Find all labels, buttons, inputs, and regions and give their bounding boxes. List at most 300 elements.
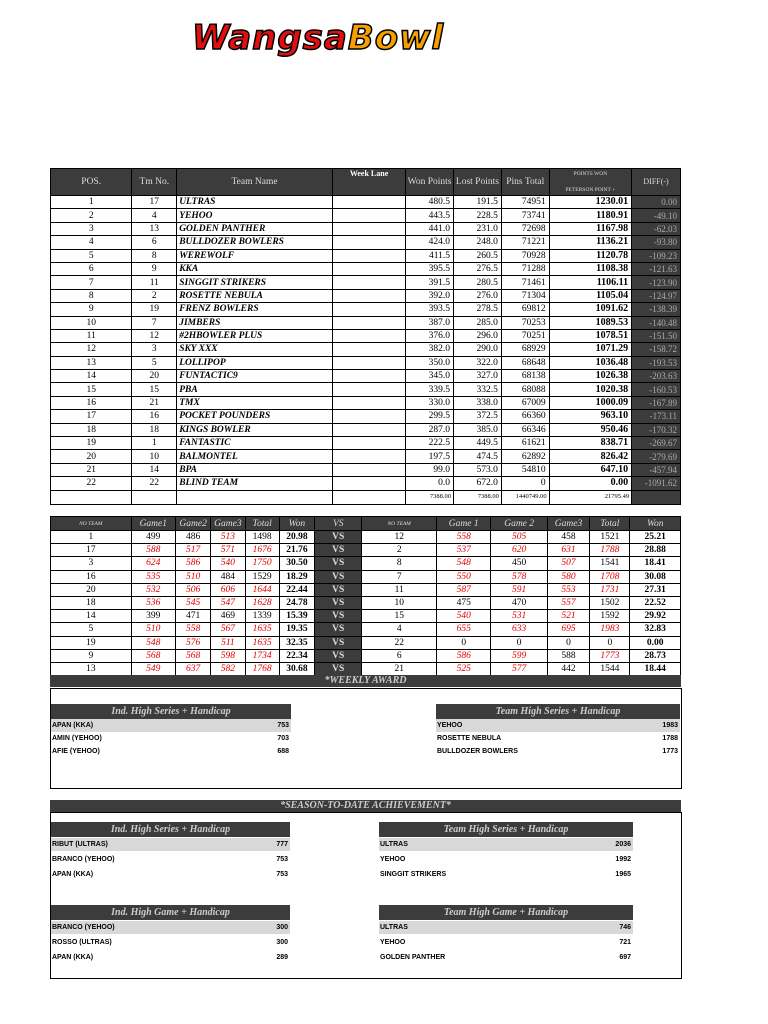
position-cell: 16 (51, 396, 132, 409)
match-row (51, 531, 681, 544)
left-won-cell: 21.76 (279, 544, 314, 557)
won-points-cell: 441.0 (406, 222, 454, 235)
pins-total-cell: 74951 (501, 196, 549, 209)
week-lane-cell (332, 463, 405, 476)
week-lane-cell (332, 276, 405, 289)
position-cell: 7 (51, 276, 132, 289)
right-game3-cell: 442 (547, 662, 589, 675)
left-team-no-cell: 3 (51, 557, 132, 570)
award-value: 777 (276, 841, 288, 848)
award-value: 703 (277, 735, 289, 742)
award-row (51, 745, 291, 758)
position-cell: 13 (51, 356, 132, 369)
team-name-cell: FRENZ BOWLERS (177, 303, 333, 316)
team-number-cell: 1 (132, 437, 177, 450)
points-won-cell: 1020.38 (549, 383, 631, 396)
standings-table (50, 168, 681, 505)
standings-row (51, 423, 681, 436)
vs-cell: VS (315, 610, 362, 623)
week-lane-cell (332, 423, 405, 436)
award-value: 753 (276, 856, 288, 863)
week-lane-cell (332, 329, 405, 342)
standings-row (51, 343, 681, 356)
award-name: APAN (KKA) (52, 954, 94, 961)
right-total-cell: 1773 (590, 649, 630, 662)
award-name: BRANCO (YEHOO) (52, 924, 115, 931)
award-value: 300 (276, 939, 288, 946)
match-row (51, 636, 681, 649)
won-points-cell: 287.0 (406, 423, 454, 436)
position-cell: 4 (51, 236, 132, 249)
points-won-cell: 647.10 (549, 463, 631, 476)
pins-total-sum-cell: 1440749.00 (501, 490, 549, 504)
left-game3-cell: 582 (211, 662, 245, 675)
award-name: YEHOO (380, 939, 406, 946)
points-won-cell: 838.71 (549, 437, 631, 450)
vs-cell: VS (315, 623, 362, 636)
standings-row (51, 463, 681, 476)
left-won-cell: 15.39 (279, 610, 314, 623)
award-row (51, 951, 290, 964)
standings-row (51, 383, 681, 396)
award-name: BRANCO (YEHOO) (52, 856, 115, 863)
award-value: 1788 (662, 735, 678, 742)
lost-points-cell: 385.0 (454, 423, 502, 436)
left-game2-cell: 506 (175, 583, 210, 596)
right-game2-cell: 578 (491, 570, 547, 583)
team-number-cell: 20 (132, 370, 177, 383)
left-game3-cell: 469 (211, 610, 245, 623)
match-header-cell: Game 2 (491, 517, 547, 531)
award-row (51, 921, 290, 934)
week-lane-cell (332, 316, 405, 329)
pins-total-cell: 71461 (501, 276, 549, 289)
right-team-no-cell: 12 (362, 531, 437, 544)
totals-empty-cell (132, 490, 177, 504)
left-game2-cell: 558 (175, 623, 210, 636)
left-game2-cell: 471 (175, 610, 210, 623)
lost-points-cell: 322.0 (454, 356, 502, 369)
week-lane-cell (332, 410, 405, 423)
right-game2-cell: 591 (491, 583, 547, 596)
left-game2-cell: 586 (175, 557, 210, 570)
right-game1-cell: 525 (436, 662, 490, 675)
won-points-cell: 411.5 (406, 249, 454, 262)
diff-cell: -121.63 (632, 262, 681, 275)
diff-cell: -49.10 (632, 209, 681, 222)
standings-row (51, 249, 681, 262)
left-won-cell: 30.68 (279, 662, 314, 675)
diff-total-cell (632, 490, 681, 504)
team-number-cell: 10 (132, 450, 177, 463)
points-won-cell: 826.42 (549, 450, 631, 463)
season-ind-game-header: Ind. High Game + Handicap (51, 905, 290, 920)
diff-cell: -279.69 (632, 450, 681, 463)
award-value: 300 (276, 924, 288, 931)
standings-row (51, 329, 681, 342)
team-name-cell: LOLLIPOP (177, 356, 333, 369)
header-tm-no: Tm No. (132, 169, 177, 196)
right-game1-cell: 550 (436, 570, 490, 583)
lost-points-cell: 327.0 (454, 370, 502, 383)
award-value: 1965 (615, 871, 631, 878)
left-total-cell: 1529 (245, 570, 279, 583)
position-cell: 6 (51, 262, 132, 275)
right-game2-cell: 531 (491, 610, 547, 623)
points-won-cell: 1136.21 (549, 236, 631, 249)
award-value: 721 (619, 939, 631, 946)
vs-cell: VS (315, 570, 362, 583)
standings-row (51, 410, 681, 423)
award-row (379, 838, 633, 851)
position-cell: 18 (51, 423, 132, 436)
header-won-points: Won Points (406, 169, 454, 196)
pins-total-cell: 61621 (501, 437, 549, 450)
position-cell: 5 (51, 249, 132, 262)
pins-total-cell: 72698 (501, 222, 549, 235)
team-name-cell: KINGS BOWLER (177, 423, 333, 436)
week-lane-cell (332, 303, 405, 316)
left-game2-cell: 510 (175, 570, 210, 583)
right-game1-cell: 655 (436, 623, 490, 636)
won-points-cell: 424.0 (406, 236, 454, 249)
right-game3-cell: 521 (547, 610, 589, 623)
right-team-no-cell: 6 (362, 649, 437, 662)
week-lane-cell (332, 236, 405, 249)
team-number-cell: 16 (132, 410, 177, 423)
vs-cell: VS (315, 531, 362, 544)
points-won-cell: 950.46 (549, 423, 631, 436)
right-game1-cell: 587 (436, 583, 490, 596)
right-game2-cell: 450 (491, 557, 547, 570)
vs-cell: VS (315, 662, 362, 675)
lost-points-cell: 285.0 (454, 316, 502, 329)
vs-cell: VS (315, 649, 362, 662)
won-points-cell: 376.0 (406, 329, 454, 342)
pins-total-cell: 70251 (501, 329, 549, 342)
left-game3-cell: 511 (211, 636, 245, 649)
lost-points-cell: 573.0 (454, 463, 502, 476)
won-points-cell: 480.5 (406, 196, 454, 209)
award-name: ROSETTE NEBULA (437, 735, 502, 742)
vs-cell: VS (315, 596, 362, 609)
right-total-cell: 0 (590, 636, 630, 649)
match-row (51, 544, 681, 557)
award-name: RIBUT (ULTRAS) (52, 841, 108, 848)
right-game1-cell: 475 (436, 596, 490, 609)
week-lane-cell (332, 450, 405, 463)
points-won-cell: 1000.09 (549, 396, 631, 409)
position-cell: 2 (51, 209, 132, 222)
week-lane-cell (332, 343, 405, 356)
match-row (51, 570, 681, 583)
vs-cell: VS (315, 557, 362, 570)
right-won-cell: 32.83 (630, 623, 681, 636)
left-won-cell: 24.78 (279, 596, 314, 609)
week-lane-cell (332, 289, 405, 302)
points-won-cell: 1105.04 (549, 289, 631, 302)
header-pos: POS. (51, 169, 132, 196)
right-team-no-cell: 7 (362, 570, 437, 583)
left-team-no-cell: 19 (51, 636, 132, 649)
week-lane-cell (332, 262, 405, 275)
left-game2-cell: 486 (175, 531, 210, 544)
lost-points-cell: 260.5 (454, 249, 502, 262)
won-points-cell: 330.0 (406, 396, 454, 409)
position-cell: 9 (51, 303, 132, 316)
standings-row (51, 262, 681, 275)
week-lane-cell (332, 477, 405, 490)
right-team-no-cell: 2 (362, 544, 437, 557)
won-total-cell: 7388.00 (406, 490, 454, 504)
team-name-cell: BULLDOZER BOWLERS (177, 236, 333, 249)
points-won-cell: 1091.62 (549, 303, 631, 316)
award-name: ULTRAS (380, 924, 408, 931)
left-team-no-cell: 20 (51, 583, 132, 596)
position-cell: 3 (51, 222, 132, 235)
pins-total-cell: 66360 (501, 410, 549, 423)
team-number-cell: 15 (132, 383, 177, 396)
standings-row (51, 356, 681, 369)
lost-points-cell: 248.0 (454, 236, 502, 249)
won-points-cell: 392.0 (406, 289, 454, 302)
right-game1-cell: 0 (436, 636, 490, 649)
week-lane-cell (332, 370, 405, 383)
award-row (51, 719, 291, 732)
match-header-cell: Total (590, 517, 630, 531)
team-name-cell: JIMBERS (177, 316, 333, 329)
award-row (379, 853, 633, 866)
team-name-cell: SINGGIT STRIKERS (177, 276, 333, 289)
won-points-cell: 0.0 (406, 477, 454, 490)
lost-points-cell: 276.5 (454, 262, 502, 275)
left-game2-cell: 576 (175, 636, 210, 649)
right-game3-cell: 580 (547, 570, 589, 583)
award-row (379, 936, 633, 949)
lost-points-cell: 296.0 (454, 329, 502, 342)
diff-cell: -173.11 (632, 410, 681, 423)
right-won-cell: 27.31 (630, 583, 681, 596)
team-name-cell: KKA (177, 262, 333, 275)
match-row (51, 596, 681, 609)
right-total-cell: 1731 (590, 583, 630, 596)
award-value: 697 (619, 954, 631, 961)
award-name: AFIE (YEHOO) (52, 748, 100, 755)
right-game3-cell: 557 (547, 596, 589, 609)
team-name-cell: SKY XXX (177, 343, 333, 356)
left-game1-cell: 399 (131, 610, 175, 623)
left-total-cell: 1635 (245, 636, 279, 649)
match-header-cell: Won (630, 517, 681, 531)
left-total-cell: 1644 (245, 583, 279, 596)
award-name: ROSSO (ULTRAS) (52, 939, 112, 946)
won-points-cell: 350.0 (406, 356, 454, 369)
header-peterson-label: PETERSON POINT + (565, 187, 616, 193)
right-won-cell: 0.00 (630, 636, 681, 649)
award-name: AMIN (YEHOO) (52, 735, 102, 742)
award-name: APAN (KKA) (52, 722, 94, 729)
won-points-cell: 222.5 (406, 437, 454, 450)
right-game1-cell: 548 (436, 557, 490, 570)
match-header-cell: Game3 (211, 517, 245, 531)
match-header-cell: Game1 (131, 517, 175, 531)
team-number-cell: 9 (132, 262, 177, 275)
right-won-cell: 22.52 (630, 596, 681, 609)
left-total-cell: 1750 (245, 557, 279, 570)
diff-cell: -109.23 (632, 249, 681, 262)
right-game1-cell: 537 (436, 544, 490, 557)
matches-header (51, 517, 681, 531)
left-game1-cell: 532 (131, 583, 175, 596)
match-row (51, 610, 681, 623)
points-won-cell: 1089.53 (549, 316, 631, 329)
points-won-cell: 1078.51 (549, 329, 631, 342)
won-points-cell: 345.0 (406, 370, 454, 383)
standings-header (51, 169, 681, 196)
left-team-no-cell: 1 (51, 531, 132, 544)
weekly-award-band: *WEEKLY AWARD (50, 675, 681, 687)
pins-total-cell: 70253 (501, 316, 549, 329)
diff-cell: -140.48 (632, 316, 681, 329)
diff-cell: -124.97 (632, 289, 681, 302)
week-lane-cell (332, 249, 405, 262)
award-row (51, 732, 291, 745)
left-total-cell: 1339 (245, 610, 279, 623)
left-game3-cell: 513 (211, 531, 245, 544)
award-row (436, 719, 680, 732)
header-lost-points: Lost Points (454, 169, 502, 196)
award-row (379, 921, 633, 934)
points-total-cell: 21795.49 (549, 490, 631, 504)
position-cell: 1 (51, 196, 132, 209)
left-game3-cell: 567 (211, 623, 245, 636)
pins-total-cell: 71221 (501, 236, 549, 249)
match-header-cell: Won (279, 517, 314, 531)
diff-cell: -160.53 (632, 383, 681, 396)
points-won-cell: 1071.29 (549, 343, 631, 356)
left-game1-cell: 535 (131, 570, 175, 583)
right-game2-cell: 505 (491, 531, 547, 544)
standings-row (51, 289, 681, 302)
award-row (51, 838, 290, 851)
position-cell: 17 (51, 410, 132, 423)
team-number-cell: 12 (132, 329, 177, 342)
right-team-no-cell: 10 (362, 596, 437, 609)
team-number-cell: 13 (132, 222, 177, 235)
team-number-cell: 3 (132, 343, 177, 356)
week-lane-cell (332, 209, 405, 222)
lost-points-cell: 280.5 (454, 276, 502, 289)
won-points-cell: 382.0 (406, 343, 454, 356)
award-value: 2036 (615, 841, 631, 848)
position-cell: 20 (51, 450, 132, 463)
left-won-cell: 20.98 (279, 531, 314, 544)
team-name-cell: PBA (177, 383, 333, 396)
left-game1-cell: 568 (131, 649, 175, 662)
position-cell: 22 (51, 477, 132, 490)
points-won-cell: 1036.48 (549, 356, 631, 369)
team-name-cell: BLIND TEAM (177, 477, 333, 490)
left-game1-cell: 548 (131, 636, 175, 649)
left-game2-cell: 568 (175, 649, 210, 662)
points-won-cell: 1108.38 (549, 262, 631, 275)
matches-table (50, 516, 681, 676)
diff-cell: -62.03 (632, 222, 681, 235)
right-won-cell: 18.44 (630, 662, 681, 675)
season-ind-series-header: Ind. High Series + Handicap (51, 822, 290, 837)
lost-points-cell: 474.5 (454, 450, 502, 463)
pins-total-cell: 73741 (501, 209, 549, 222)
right-won-cell: 30.08 (630, 570, 681, 583)
diff-cell: -203.63 (632, 370, 681, 383)
header-points-won (549, 169, 631, 196)
right-total-cell: 1521 (590, 531, 630, 544)
won-points-cell: 393.5 (406, 303, 454, 316)
right-won-cell: 29.92 (630, 610, 681, 623)
left-game2-cell: 545 (175, 596, 210, 609)
match-row (51, 583, 681, 596)
standings-row (51, 209, 681, 222)
lost-total-cell: 7388.00 (454, 490, 502, 504)
award-row (51, 853, 290, 866)
right-team-no-cell: 15 (362, 610, 437, 623)
left-game3-cell: 598 (211, 649, 245, 662)
award-value: 1773 (662, 748, 678, 755)
award-row (51, 936, 290, 949)
right-game1-cell: 558 (436, 531, 490, 544)
left-total-cell: 1768 (245, 662, 279, 675)
left-game1-cell: 499 (131, 531, 175, 544)
right-game3-cell: 695 (547, 623, 589, 636)
award-name: GOLDEN PANTHER (380, 954, 446, 961)
week-lane-cell (332, 437, 405, 450)
team-name-cell: YEHOO (177, 209, 333, 222)
season-team-game-header: Team High Game + Handicap (379, 905, 633, 920)
award-name: ULTRAS (380, 841, 408, 848)
week-lane-cell (332, 383, 405, 396)
totals-empty-cell (51, 490, 132, 504)
team-number-cell: 2 (132, 289, 177, 302)
left-won-cell: 32.35 (279, 636, 314, 649)
logo-text-bowl: Bowl (347, 18, 445, 58)
pins-total-cell: 69812 (501, 303, 549, 316)
left-team-no-cell: 9 (51, 649, 132, 662)
pins-total-cell: 62892 (501, 450, 549, 463)
right-total-cell: 1502 (590, 596, 630, 609)
position-cell: 15 (51, 383, 132, 396)
award-value: 753 (276, 871, 288, 878)
left-team-no-cell: 5 (51, 623, 132, 636)
lost-points-cell: 290.0 (454, 343, 502, 356)
right-team-no-cell: 4 (362, 623, 437, 636)
team-number-cell: 11 (132, 276, 177, 289)
match-header-cell: Total (245, 517, 279, 531)
pins-total-cell: 71288 (501, 262, 549, 275)
right-team-no-cell: 22 (362, 636, 437, 649)
right-game2-cell: 0 (491, 636, 547, 649)
right-team-no-cell: 21 (362, 662, 437, 675)
won-points-cell: 299.5 (406, 410, 454, 423)
team-number-cell: 8 (132, 249, 177, 262)
week-lane-cell (332, 222, 405, 235)
match-row (51, 623, 681, 636)
right-game2-cell: 620 (491, 544, 547, 557)
left-won-cell: 30.50 (279, 557, 314, 570)
standings-row (51, 303, 681, 316)
right-game3-cell: 507 (547, 557, 589, 570)
position-cell: 11 (51, 329, 132, 342)
team-number-cell: 14 (132, 463, 177, 476)
